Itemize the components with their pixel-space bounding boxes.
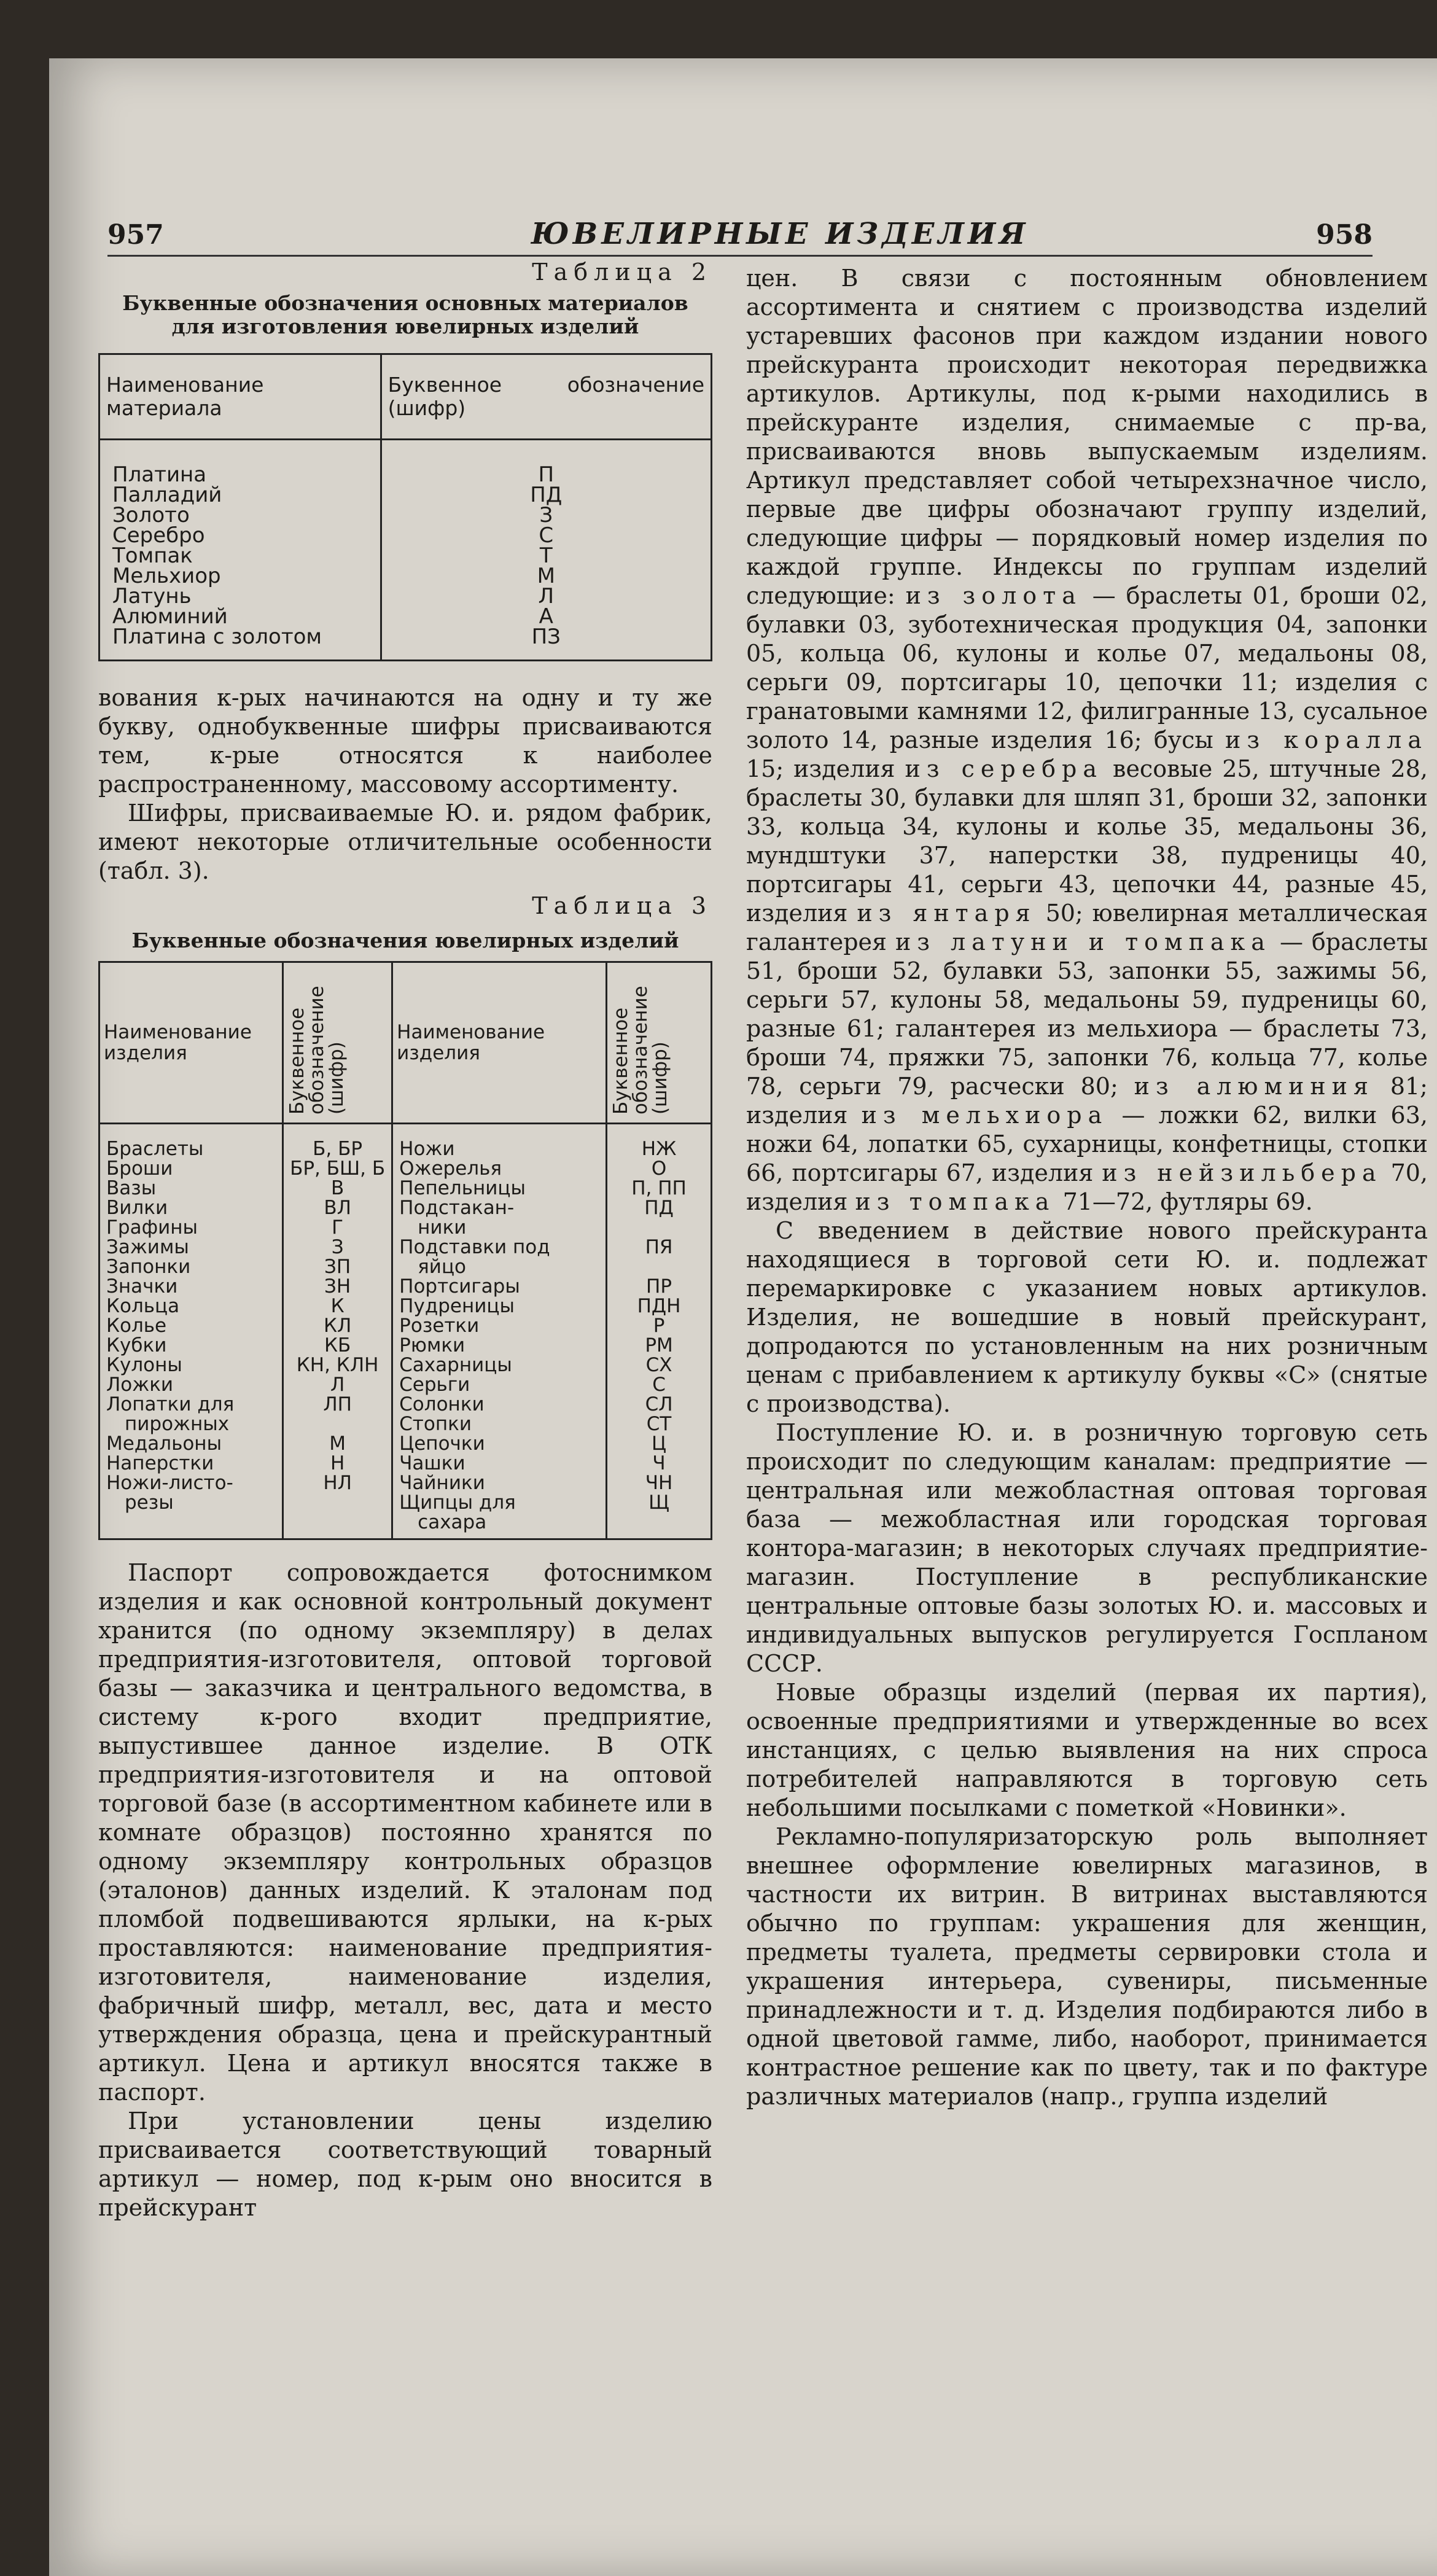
material-name: Палладий — [112, 483, 222, 507]
right-paragraph-3: Поступление Ю. и. в розничную торговую сеть происходит по следующим каналам: предприятие — центральная или межобластная оптовая торговая база — межобластная или городская торговая контора-магазин; в некоторых случаях предприятие-магазин. Поступление в республиканские центральные оптовые базы золотых Ю. и. массовых и индивидуальных выпусков регулируется Госпланом СССР. — [746, 1419, 1428, 1677]
table-cell-line: Ц — [652, 1433, 667, 1455]
table3-codes-2 — [613, 1139, 704, 1532]
table-cell-line: Зажимы — [106, 1236, 189, 1258]
material-code: Т — [539, 543, 553, 568]
table2 — [98, 353, 712, 661]
table-cell-line — [290, 1493, 385, 1512]
left-paragraph-4: При установлении цены изделию присваивается соответствующий товарный артикул — номер, под к-рым оно вносится в прейскурант — [98, 2107, 712, 2221]
right-paragraph-5: Рекламно-популяризаторскую роль выполняет внешнее оформление ювелирных магазинов, в частности их витрин. В витринах выставляются обычно по группам: украшения для женщин, предметы туалета, предметы сервировки стола и украшения интерьера, сувениры, письменные принадлежности и т. д. Изделия подбираются либо в одной цветовой гамме, либо, наоборот, принимается контрастное решение как по цвету, так и по фактуре различных материалов (напр., группа изделий — [746, 1823, 1428, 2110]
right-paragraph-2: С введением в действие нового прейскуранта находящиеся в торговой сети Ю. и. подлежат перемаркировке с указанием новых артикулов. Изделия, не вошедшие в новый прейскурант, допродаются по установленным на них розничным ценам с прибавлением к артикулу буквы «С» (снятые с производства). — [746, 1217, 1428, 1417]
table-cell-line: Р — [653, 1315, 665, 1337]
material-code: ПЗ — [531, 625, 561, 649]
group-cupronickel: из мельхиора — [861, 1102, 1108, 1129]
table-cell-line: Серьги — [399, 1374, 470, 1396]
table-cell-line: СТ — [646, 1413, 672, 1435]
table-cell-line: Чашки — [399, 1452, 465, 1474]
table-cell-line: резы — [125, 1492, 174, 1514]
table-cell-line: ПД — [644, 1197, 674, 1219]
group-brass: из латуни и томпака — [895, 928, 1271, 955]
table3-header-name-1: Наименование изделия — [99, 962, 283, 1124]
table-cell-line: Кольца — [106, 1295, 180, 1317]
table3-codes-1 — [290, 1139, 385, 1512]
material-name: Латунь — [112, 584, 192, 609]
left-paragraph-1: вования к-рых начинаются на одну и ту же букву, однобуквенные шифры присваиваются тем, к-рые относятся к наиболее распространенному, массовому ассортименту. — [98, 684, 712, 798]
table2-names — [112, 462, 368, 649]
table-cell-line: Ч — [652, 1452, 666, 1474]
table-cell-line: Ножи — [399, 1138, 455, 1160]
table-cell-line: Подстакан- — [399, 1197, 515, 1219]
table-cell-line: Вилки — [106, 1197, 168, 1219]
group-coral: из коралла — [1225, 726, 1428, 753]
table-cell-line: Сахарницы — [399, 1354, 512, 1376]
table-cell-line: Пепельницы — [399, 1177, 526, 1199]
table-cell-line: ЛП — [323, 1393, 352, 1415]
left-page-number: 957 — [107, 219, 164, 251]
table-cell-line: Н — [330, 1452, 345, 1474]
table-cell-line: Значки — [106, 1275, 178, 1298]
table2-label: Таблица 2 — [532, 259, 712, 286]
table-cell-line: Стопки — [399, 1413, 472, 1435]
table-cell-line — [613, 1512, 704, 1532]
table-cell-line: НЛ — [323, 1472, 352, 1494]
table-cell-line: яйцо — [418, 1256, 467, 1278]
table3-header-name-2: Наименование изделия — [392, 962, 607, 1124]
material-code: М — [537, 564, 555, 588]
table3-label: Таблица 3 — [532, 892, 712, 919]
table-cell-line: СХ — [645, 1354, 672, 1376]
table-cell-line: ПЯ — [645, 1236, 673, 1258]
table-cell-line: Медальоны — [106, 1433, 222, 1455]
table-cell-line: СЛ — [645, 1393, 673, 1415]
table-cell-line: Ложки — [106, 1374, 174, 1396]
table3 — [98, 961, 712, 1540]
table-cell-line: ники — [418, 1216, 467, 1239]
table-cell-line: ПДН — [637, 1295, 681, 1317]
material-name: Алюминий — [112, 604, 228, 629]
table-cell-line: БР, БШ, Б — [290, 1158, 386, 1180]
table-cell-line: Щ — [648, 1492, 669, 1514]
material-code: С — [539, 523, 554, 548]
table-cell-line: Цепочки — [399, 1433, 485, 1455]
material-name: Платина — [112, 462, 207, 487]
table-cell-line: Колье — [106, 1315, 167, 1337]
table-cell-line: сахара — [418, 1511, 487, 1533]
right-page-number: 958 — [1316, 219, 1373, 251]
group-gold: из золота — [905, 582, 1082, 609]
material-name: Мельхиор — [112, 564, 221, 588]
right-paragraph-4: Новые образцы изделий (первая их партия), освоенные предприятиями и утвержденные во всех инстанциях, с целью выявления на них спроса потребителей направляются в торговую сеть небольшими посылками с пометкой «Новинки». — [746, 1679, 1428, 1821]
table-cell-line: Портсигары — [399, 1275, 520, 1298]
table3-names-2 — [399, 1139, 599, 1532]
table-cell-line: М — [329, 1433, 346, 1455]
table-cell-line: Л — [330, 1374, 345, 1396]
table-cell-line: Б, БР — [313, 1138, 363, 1160]
table-cell-line: ЧН — [645, 1472, 673, 1494]
table-cell-line: Подставки под — [399, 1236, 550, 1258]
table2-codes — [394, 462, 698, 649]
material-name: Платина с золотом — [112, 625, 322, 649]
table-cell-line: Солонки — [399, 1393, 485, 1415]
table3-names-1 — [106, 1139, 276, 1512]
table-cell-line: Наперстки — [106, 1452, 214, 1474]
table3-caption: Буквенные обозначения ювелирных изделий — [131, 928, 679, 952]
table-cell-line: ЗП — [324, 1256, 351, 1278]
table-cell-line: К — [330, 1295, 345, 1317]
material-code: А — [539, 604, 553, 629]
table-cell-line: ПР — [646, 1275, 672, 1298]
table2-header-code: Буквенное обозначение (шифр) — [381, 354, 711, 440]
table-cell-line: КЛ — [323, 1315, 352, 1337]
table-cell-line: Запонки — [106, 1256, 191, 1278]
table-cell-line: ВЛ — [324, 1197, 351, 1219]
right-column — [746, 264, 1428, 2111]
material-code: П — [538, 462, 555, 487]
table-cell-line: Графины — [106, 1216, 198, 1239]
table-cell-line: Розетки — [399, 1315, 480, 1337]
right-paragraph-1: цен. В связи с постоянным обновлением ассортимента и снятием с производства изделий устаревших фасонов при каждом издании нового прейскуранта происходит некоторая передвижка артикулов. Артикулы, под к-рыми находились в прейскуранте изделия, снимаемые с пр-ва, присваиваются вновь выпускаемым изделиям. Артикул представляет собой четырехзначное число, первые две цифры обозначают группу изделий, следующие цифры — порядковый номер изделия по каждой группе. Индексы по группам изделий следующие: из золота — браслеты 01, броши 02, булавки 03, зуботехническая продукция 04, запонки 05, кольца 06, кулоны и колье 07, медальоны 08, серьги 09, портсигары 10, цепочки 11; изделия с гранатовыми камнями 12, филигранные 13, сусальное золото 14, разные изделия 16; бусы из коралла 15; изделия из серебра весовые 25, штучные 28, браслеты 30, булавки для шляп 31, броши 32, запонки 33, кольца 34, кулоны и колье 35, медальоны 36, мундштуки 37, наперстки 38, пудреницы 40, портсигары 41, серьги 43, цепочки 44, разные 45, изделия из янтаря 50; ювелирная металлическая галантерея из латуни и томпака — браслеты 51, броши 52, булавки 53, запонки 55, зажимы 56, серьги 57, кулоны 58, медальоны 59, пудреницы 60, разные 61; галантерея из мельхиора — браслеты 73, броши 74, пряжки 75, запонки 76, кольца 77, колье 78, серьги 79, расчески 80; из алюминия 81; изделия из мельхиора — ложки 62, вилки 63, ножи 64, лопатки 65, сухарницы, конфетницы, стопки 66, портсигары 67, изделия из нейзильбера 70, изделия из томпака 71—72, футляры 69. — [746, 265, 1428, 1215]
material-name: Серебро — [112, 523, 205, 548]
table-cell-line: Рюмки — [399, 1334, 465, 1356]
table-cell-line: Ножи-листо- — [106, 1472, 233, 1494]
table-cell-line: З — [331, 1236, 344, 1258]
table-cell-line: Лопатки для — [106, 1393, 235, 1415]
table2-header-name: Наименование материала — [99, 354, 381, 440]
table-cell-line — [290, 1414, 385, 1434]
table-cell-line: КН, КЛН — [296, 1354, 379, 1376]
table-cell-line: КБ — [324, 1334, 351, 1356]
table-cell-line: В — [330, 1177, 345, 1199]
table-cell-line: О — [651, 1158, 667, 1180]
material-code: Л — [538, 584, 555, 609]
table3-header-code-1: Буквенное обозначение (шифр) — [283, 962, 392, 1124]
group-amber: из янтаря — [857, 900, 1037, 927]
left-paragraph-2: Шифры, присваиваемые Ю. и. рядом фабрик, имеют некоторые отличительные особенности (табл. 3). — [98, 800, 712, 884]
material-name: Томпак — [112, 543, 193, 568]
table-cell-line: Пудреницы — [399, 1295, 515, 1317]
material-code: ПД — [530, 483, 563, 507]
table-cell-line: пирожных — [125, 1413, 230, 1435]
group-tombac: из томпака — [855, 1188, 1056, 1215]
left-paragraph-3: Паспорт сопровождается фотоснимком изделия и как основной контрольный документ хранится (по одному экземпляру) в делах предприятия-изготовителя, оптовой торговой базы — заказчика и центрального ведомства, в систему к-рого входит предприятие, выпустившее данное изделие. В ОТК предприятия-изготовителя и на оптовой торговой базе (в ассортиментном кабинете или в комнате образцов) постоянно хранятся по одному экземпляру контрольных образцов (эталонов) данных изделий. К эталонам под пломбой подвешиваются ярлыки, на к-рых проставляются: наименование предприятия-изготовителя, наименование изделия, фабричный шифр, металл, вес, дата и место утверждения образца, цена и прейскурантный артикул. Цена и артикул вносятся также в паспорт. — [98, 1559, 712, 2106]
table-cell-line: ЗН — [324, 1275, 351, 1298]
running-header — [107, 212, 1373, 257]
table-cell-line: Ожерелья — [399, 1158, 502, 1180]
table-cell-line: Чайники — [399, 1472, 485, 1494]
table-cell-line: РМ — [645, 1334, 673, 1356]
table-cell-line: Щипцы для — [399, 1492, 516, 1514]
left-column — [98, 258, 712, 2222]
table-cell-line: Г — [332, 1216, 344, 1239]
table-cell-line: П, ПП — [631, 1177, 687, 1199]
table-cell-line: Кубки — [106, 1334, 167, 1356]
material-code: З — [539, 503, 553, 527]
group-silver: из серебра — [905, 755, 1104, 782]
table-cell-line — [613, 1218, 704, 1237]
table-cell-line: Броши — [106, 1158, 173, 1180]
material-name: Золото — [112, 503, 190, 527]
table3-header-code-2: Буквенное обозначение (шифр) — [607, 962, 712, 1124]
running-title: ЮВЕЛИРНЫЕ ИЗДЕЛИЯ — [531, 217, 1029, 251]
table-cell-line: Вазы — [106, 1177, 157, 1199]
table-cell-line: НЖ — [641, 1138, 677, 1160]
group-aluminium: из алюминия — [1134, 1073, 1374, 1100]
table2-caption: Буквенные обозначения основных материалов для изготовления ювелирных изделий — [122, 291, 688, 338]
table-cell-line: Браслеты — [106, 1138, 204, 1160]
group-nickel-silver: из нейзильбера — [1102, 1159, 1382, 1186]
table-cell-line — [613, 1257, 704, 1277]
table-cell-line: Кулоны — [106, 1354, 182, 1376]
table-cell-line: С — [652, 1374, 666, 1396]
